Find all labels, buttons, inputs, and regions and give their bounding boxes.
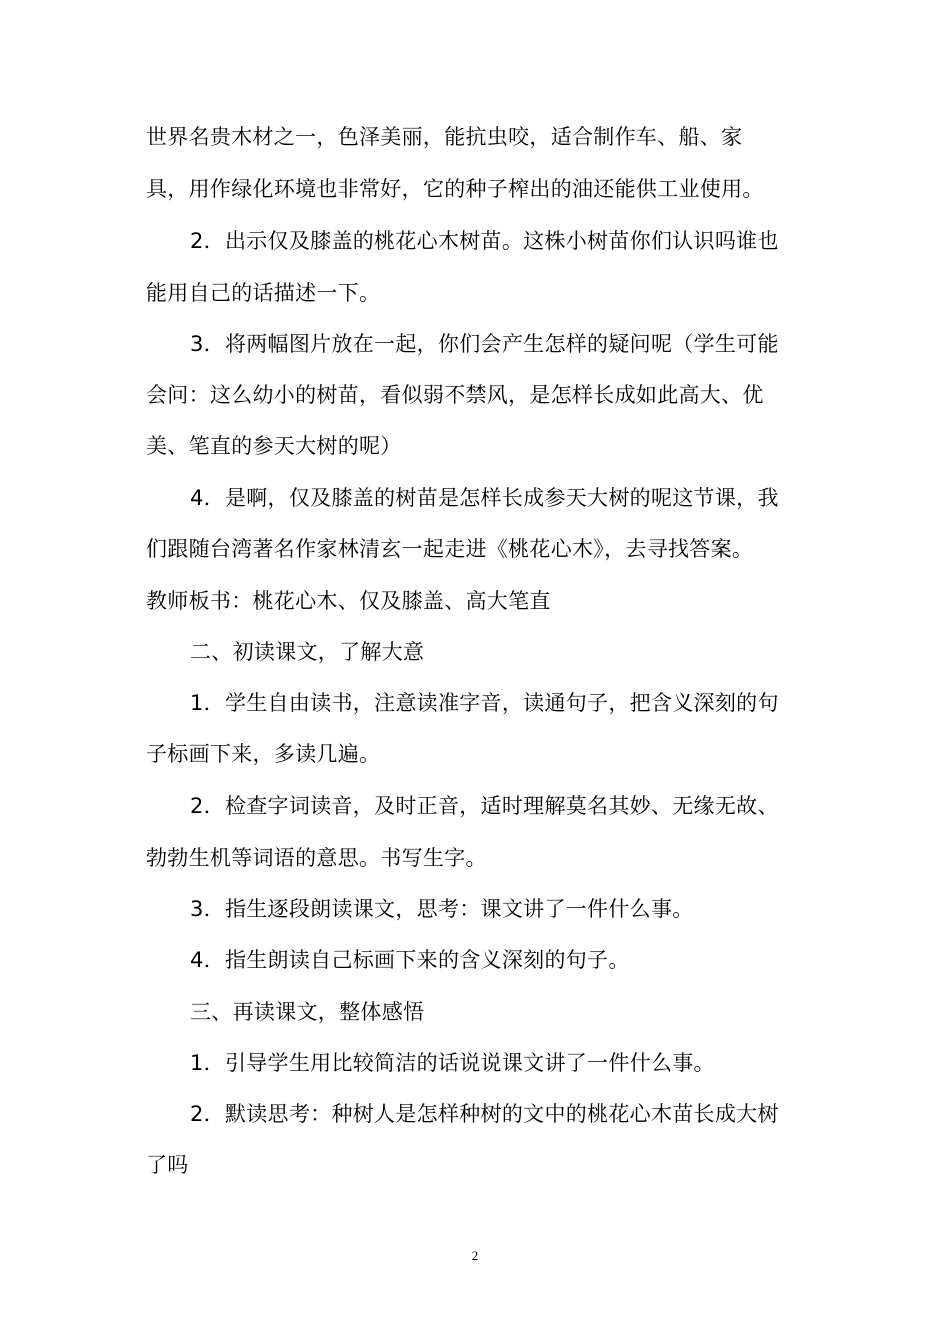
text-line: 会问：这么幼小的树苗，看似弱不禁风，是怎样长成如此高大、优 [146,383,764,407]
text-line: 2．默读思考：种树人是怎样种树的文中的桃花心木苗长成大树 [190,1102,779,1126]
text-line: 2．出示仅及膝盖的桃花心木树苗。这株小树苗你们认识吗谁也 [190,229,779,253]
text-line: 了吗 [146,1153,189,1177]
text-line: 美、笔直的参天大树的呢） [146,434,402,458]
section-heading: 三、再读课文，整体感悟 [190,1000,425,1024]
text-line: 勃勃生机等词语的意思。书写生字。 [146,846,487,870]
text-line: 能用自己的话描述一下。 [146,281,381,305]
text-line: 1．学生自由读书，注意读准字音，读通句子，把含义深刻的句 [190,691,779,715]
text-line: 教师板书：桃花心木、仅及膝盖、高大笔直 [146,589,551,613]
text-line: 4．指生朗读自己标画下来的含义深刻的句子。 [190,948,630,972]
text-line: 3．指生逐段朗读课文，思考：课文讲了一件什么事。 [190,897,694,921]
section-heading: 二、初读课文，了解大意 [190,640,425,664]
text-line: 2．检查字词读音，及时正音，适时理解莫名其妙、无缘无故、 [190,794,779,818]
text-line: 具，用作绿化环境也非常好，它的种子榨出的油还能供工业使用。 [146,177,764,201]
text-line: 1．引导学生用比较简洁的话说说课文讲了一件什么事。 [190,1051,715,1075]
page-number: 2 [471,1248,479,1263]
text-line: 4．是啊，仅及膝盖的树苗是怎样长成参天大树的呢这节课，我 [190,486,779,510]
text-line: 世界名贵木材之一，色泽美丽，能抗虫咬，适合制作车、船、家 [146,125,743,149]
text-line: 3．将两幅图片放在一起，你们会产生怎样的疑问呢（学生可能 [190,332,779,356]
text-line: 们跟随台湾著名作家林清玄一起走进《桃花心木》，去寻找答案。 [146,537,754,561]
text-line: 子标画下来，多读几遍。 [146,742,381,766]
